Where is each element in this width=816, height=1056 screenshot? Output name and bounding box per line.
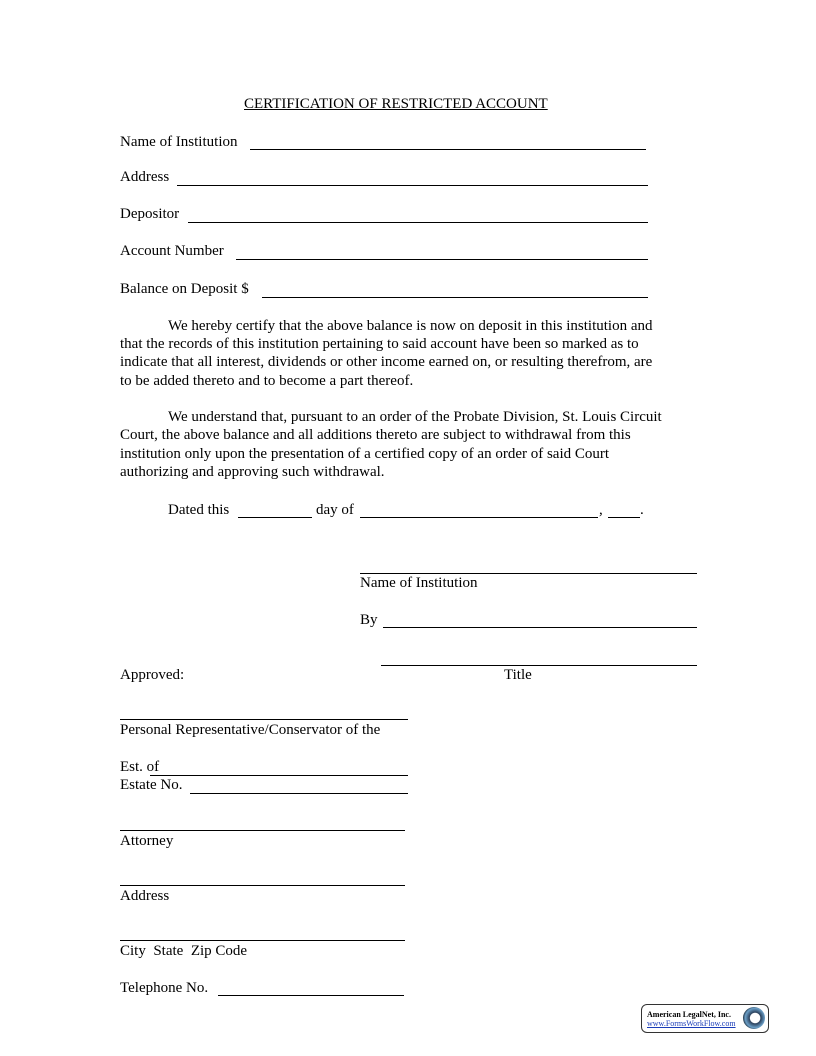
address-field[interactable] [177,185,648,186]
city-state-zip-field[interactable] [120,940,405,941]
telephone-label: Telephone No. [120,980,209,996]
depositor-label: Depositor [120,206,180,222]
paragraph-line: indicate that all interest, dividends or other income earned on, or resulting therefrom, are [120,354,653,370]
paragraph-line: We understand that, pursuant to an order of the Probate Division, St. Louis Circuit [168,409,662,425]
depositor-field[interactable] [188,222,648,223]
globe-icon [743,1007,765,1029]
day-field[interactable] [238,517,312,518]
balance-label: Balance on Deposit $ [120,281,249,297]
paragraph-line: to be added thereto and to become a part thereof. [120,373,414,389]
account-number-field[interactable] [236,259,648,260]
by-label: By [360,612,378,628]
logo-url[interactable]: www.FormsWorkFlow.com [647,1019,736,1028]
approved-label: Approved: [120,667,185,683]
attorney-address-field[interactable] [120,885,405,886]
comma: , [599,502,603,518]
city-state-zip-label: City State Zip Code [120,943,248,959]
telephone-field[interactable] [218,995,404,996]
year-field[interactable] [608,517,640,518]
attorney-field[interactable] [120,830,405,831]
est-of-label: Est. of [120,759,160,775]
title-field[interactable] [381,665,697,666]
attorney-address-label: Address [120,888,170,904]
title-label: Title [504,667,532,683]
representative-label: Personal Representative/Conservator of the [120,722,381,738]
logo-company: American LegalNet, Inc. [647,1010,731,1019]
address-label: Address [120,169,170,185]
day-of-label: day of [316,502,354,518]
by-field[interactable] [383,627,697,628]
estate-no-label: Estate No. [120,777,183,793]
institution-label: Name of Institution [120,134,238,150]
paragraph-line: authorizing and approving such withdrawal. [120,464,385,480]
paragraph-line: that the records of this institution pertaining to said account have been so marked as to [120,336,639,352]
paragraph-line: Court, the above balance and all additions thereto are subject to withdrawal from this [120,427,631,443]
representative-field[interactable] [120,719,408,720]
paragraph-line: We hereby certify that the above balance is now on deposit in this institution and [168,318,653,334]
publisher-logo [641,1004,769,1033]
document-title: CERTIFICATION OF RESTRICTED ACCOUNT [244,96,548,112]
attorney-label: Attorney [120,833,174,849]
month-field[interactable] [360,517,598,518]
estate-no-field[interactable] [190,793,408,794]
account-number-label: Account Number [120,243,224,259]
balance-field[interactable] [262,297,648,298]
institution-signature-label: Name of Institution [360,575,478,591]
period: . [640,502,644,518]
est-of-field[interactable] [150,775,408,776]
dated-label: Dated this [168,502,230,518]
paragraph-line: institution only upon the presentation of a certified copy of an order of said Court [120,446,610,462]
institution-field[interactable] [250,149,646,150]
